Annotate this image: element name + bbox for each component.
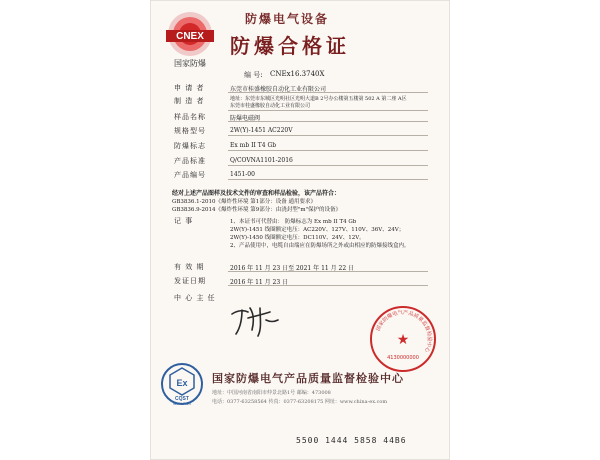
product-no-label: 产品编号 [174, 171, 206, 179]
issue-date-label: 发证日期 [174, 277, 206, 285]
standard-label: 产品标准 [174, 157, 206, 165]
row-divider [228, 150, 428, 151]
remark-line: 2W(Y)-1451 线圈额定电压：AC220V、127V、110V、36V、24V； [230, 227, 405, 233]
serial-number: 5500 1444 5858 44B6 [296, 436, 407, 445]
logo-caption: 国家防爆 [174, 59, 206, 68]
row-divider [228, 179, 428, 180]
validity-label: 有 效 期 [174, 263, 205, 271]
page-title: 防爆合格证 [230, 34, 350, 58]
remarks-label: 记 事 [174, 217, 194, 225]
seal-star: ★ [396, 332, 410, 348]
sample-name-label: 样品名称 [174, 113, 206, 121]
ex-marking-label: 防爆标志 [174, 142, 206, 150]
row-divider [228, 271, 428, 272]
remark-line: 2、产品使用中，电缆自由端应在防爆场所之外或由相应的防爆接线盒内。 [230, 243, 410, 249]
manufacturer-label: 制 造 者 [174, 97, 205, 105]
issue-date-value: 2016 年 11 月 23 日 [230, 279, 289, 286]
ex-logo [160, 362, 204, 406]
ex-logo-bottom: CQST [175, 396, 189, 402]
model-label: 规格型号 [174, 127, 206, 135]
row-divider [228, 121, 428, 122]
product-no-value: 1451-00 [230, 171, 255, 178]
signature [226, 300, 286, 340]
ex-marking-value: Ex mb II T4 Gb [230, 142, 277, 149]
remarks-text [230, 218, 430, 250]
seal-text: 国家防爆电气产品质量监督检验中心 [375, 309, 433, 354]
row-divider [228, 92, 428, 93]
ex-logo-sub: NAN YANG [173, 402, 191, 406]
director-label: 中 心 主 任 [174, 294, 216, 302]
row-divider [228, 165, 428, 166]
applicant-label: 申 请 者 [174, 84, 205, 92]
row-divider [228, 110, 428, 111]
footer-address: 地址：中国河南省南阳市仲景北路1号 邮编：473008 [212, 390, 331, 396]
seal-icon [368, 304, 438, 374]
cert-no-label: 编 号: [244, 71, 263, 79]
cert-no-value: CNEx16.3740X [270, 70, 325, 78]
signature-icon [226, 300, 286, 340]
conformity-statement: 经对上述产品图样及技术文件的审查和样品检验，该产品符合： [172, 190, 341, 197]
standard-2: GB3836.9-2014《爆炸性环境 第9部分：由浇封型"m"保护的设备》 [172, 207, 342, 213]
model-value: 2W(Y)-1451 AC220V [230, 127, 293, 134]
remark-line: 1、本证书可代替由： 防爆标志为 Ex mb II T4 Gb [230, 219, 357, 225]
seal-code: 4130000000 [387, 355, 419, 361]
ex-logo-text: Ex [176, 378, 188, 388]
title-sub: 防爆电气设备 [245, 12, 330, 26]
sample-name-value: 防爆电磁阀 [230, 115, 261, 122]
row-divider [228, 285, 428, 286]
standard-1: GB3836.1-2010《爆炸性环境 第1部分：设备 通用要求》 [172, 199, 317, 205]
footer-contact: 电话：0377-63258564 传真：0377-63208175 网址：www.china-ex.com [212, 399, 388, 405]
cnex-logo [158, 6, 222, 70]
applicant-value: 东莞市桂盛橡胶自动化工业有限公司 [230, 86, 327, 93]
official-seal [368, 304, 438, 374]
validity-value: 2016 年 11 月 23 日至 2021 年 11 月 22 日 [230, 265, 355, 272]
logo-text: CNEX [176, 31, 204, 42]
footer-title: 国家防爆电气产品质量监督检验中心 [212, 372, 404, 385]
ex-shield-icon [160, 362, 204, 406]
certificate-paper [150, 0, 450, 460]
manufacturer-name: 东莞市桂盛橡胶自动化工业有限公司 [230, 103, 311, 109]
cnex-emblem-icon [158, 6, 222, 70]
standard-value: Q/COVNA1101-2016 [230, 157, 293, 164]
manufacturer-address: 地址：东莞市东城区光明社区光明大道B 2号办公楼第五楼第 502 A 第二座 A区 [230, 96, 407, 102]
remark-line: 2W(Y)-1450 线圈额定电压：DC110V、24V、12V。 [230, 235, 365, 241]
row-divider [228, 135, 428, 136]
